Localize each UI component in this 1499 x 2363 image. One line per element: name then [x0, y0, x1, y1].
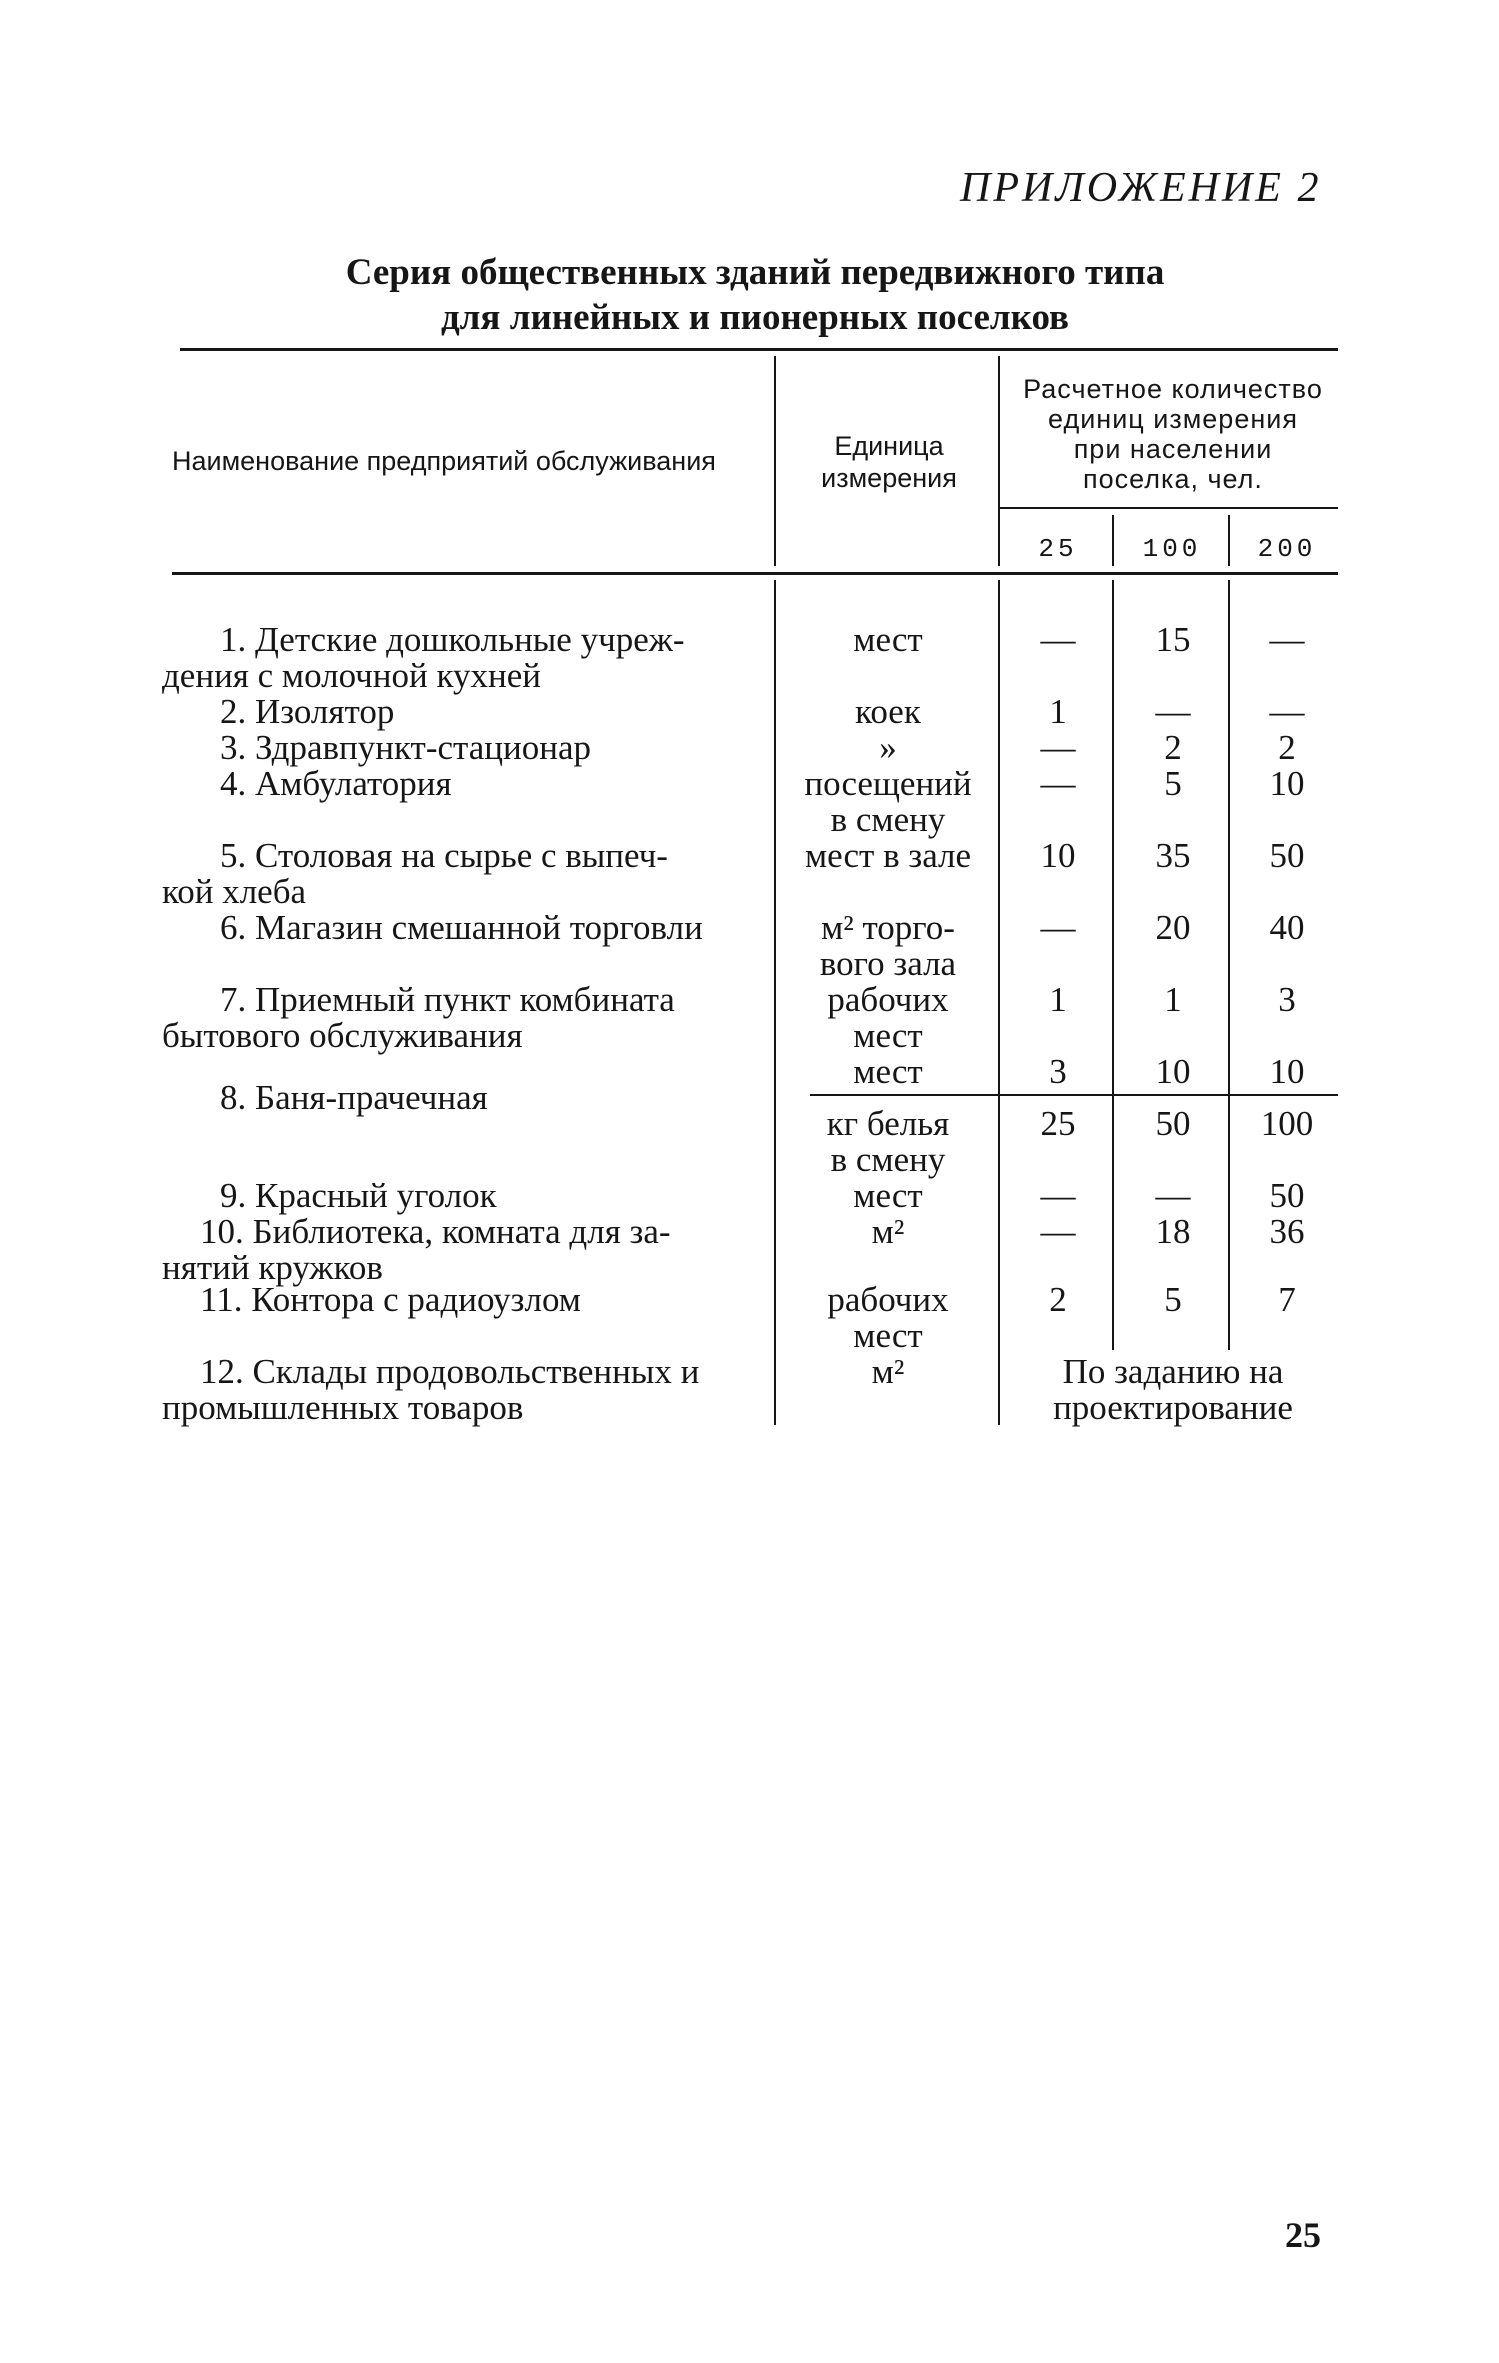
row-unit: мест в зале — [804, 836, 972, 875]
table-row — [0, 1352, 1499, 1427]
unit-line: м² торго- — [821, 908, 955, 947]
row-value-25: 10 — [1040, 836, 1076, 875]
page-number: 25 — [1285, 2215, 1321, 2255]
name-line: 6. Магазин смешанной торговли — [220, 908, 703, 947]
name-line: кой хлеба — [162, 872, 307, 911]
name-line: 2. Изолятор — [220, 692, 395, 731]
header-bottom-rule — [172, 572, 1338, 575]
row-value-200: 10 — [1269, 1052, 1305, 1091]
row-value-25: 3 — [1049, 1052, 1067, 1091]
row-service-name — [162, 1214, 754, 1286]
unit-line: вого зала — [819, 944, 957, 983]
header-service-name: Наименование предприятий обслуживания — [172, 446, 716, 476]
row-value-100: 1 — [1164, 980, 1182, 1019]
header-population-200: 200 — [1257, 534, 1317, 564]
row-value-100: 35 — [1155, 836, 1191, 875]
row-value-100: 2 — [1164, 728, 1182, 767]
header-count-line-1: Расчетное количество — [1023, 374, 1323, 404]
row-value-100: 5 — [1164, 1280, 1182, 1319]
unit-line: мест — [853, 1316, 923, 1355]
row-service-name — [162, 1354, 754, 1426]
row-unit: мест — [853, 1052, 923, 1091]
row-service-name — [162, 982, 754, 1054]
row-unit: мест — [853, 620, 923, 659]
title-line-1: Серия общественных зданий передвижного типа — [345, 252, 1165, 293]
name-line: 7. Приемный пункт комбината — [220, 980, 675, 1019]
bath-split-rule — [810, 1094, 1338, 1096]
title-line-2: для линейных и пионерных поселков — [440, 297, 1070, 338]
row-unit — [770, 910, 1006, 982]
header-count-line-2: единиц измерения — [1048, 404, 1298, 434]
row-value-100: 50 — [1155, 1104, 1191, 1143]
header-count-line-3: при населении — [1073, 434, 1273, 464]
unit-line: в смену — [830, 800, 946, 839]
row-value-100: — — [1155, 692, 1191, 731]
row-unit: » — [879, 728, 897, 767]
merged-line: По заданию на — [1062, 1352, 1284, 1391]
table-row — [0, 1104, 1499, 1179]
row-unit: м² — [871, 1352, 905, 1391]
row-unit: м² — [871, 1212, 905, 1251]
unit-line: рабочих — [827, 980, 949, 1019]
name-line: бытового обслуживания — [162, 1016, 523, 1055]
table-row — [0, 620, 1499, 695]
row-value-100: 18 — [1155, 1212, 1191, 1251]
row-service-name — [162, 730, 754, 766]
document-title — [180, 250, 1330, 340]
row-service-name — [162, 694, 754, 730]
name-line: промышленных товаров — [162, 1388, 524, 1427]
name-line: 1. Детские дошкольные учреж- — [220, 620, 685, 659]
table-row — [0, 692, 1499, 731]
table-top-rule — [180, 348, 1338, 351]
appendix-label: ПРИЛОЖЕНИЕ 2 — [960, 165, 1322, 211]
row-service-name — [162, 1282, 754, 1318]
row-value-25: — — [1040, 764, 1076, 803]
row-value-25: 2 — [1049, 1280, 1067, 1319]
unit-line: посещений — [804, 764, 972, 803]
name-line: 11. Контора с радиоузлом — [200, 1280, 581, 1319]
row-value-100: 10 — [1155, 1052, 1191, 1091]
row-value-25: 1 — [1049, 980, 1067, 1019]
row-merged-value — [1003, 1354, 1343, 1426]
row-unit — [770, 982, 1006, 1054]
row-unit: коек — [855, 692, 921, 731]
body-divider-200 — [1228, 580, 1230, 1350]
table-row — [0, 908, 1499, 983]
table-row — [0, 1176, 1499, 1215]
row-service-name — [162, 622, 754, 694]
row-service-name — [162, 1178, 754, 1214]
row-value-200: 36 — [1269, 1212, 1305, 1251]
name-line: 3. Здравпункт-стационар — [220, 728, 592, 767]
header-population-100: 100 — [1142, 534, 1202, 564]
table-row — [0, 1212, 1499, 1287]
row-value-25: 1 — [1049, 692, 1067, 731]
name-line: 5. Столовая на сырье с выпеч- — [220, 836, 668, 875]
row-unit: мест — [853, 1176, 923, 1215]
unit-line: рабочих — [827, 1280, 949, 1319]
unit-line: мест — [853, 1016, 923, 1055]
table-row — [0, 728, 1499, 767]
table-row — [0, 1052, 1499, 1117]
row-value-100: 15 — [1155, 620, 1191, 659]
row-value-25: — — [1040, 728, 1076, 767]
header-unit — [778, 430, 1000, 494]
merged-line: проектирование — [1053, 1388, 1293, 1427]
header-calculated-count — [1008, 374, 1338, 494]
header-count-line-4: поселка, чел. — [1083, 464, 1263, 494]
row-value-200: — — [1269, 692, 1305, 731]
table-row — [0, 764, 1499, 839]
row-value-200: 50 — [1269, 836, 1305, 875]
row-value-200: 3 — [1278, 980, 1296, 1019]
count-subheader-rule — [1000, 507, 1338, 509]
row-service-name — [162, 910, 754, 946]
table-row — [0, 1280, 1499, 1355]
row-unit — [770, 1106, 1006, 1178]
row-value-200: 2 — [1278, 728, 1296, 767]
row-value-25: — — [1040, 1176, 1076, 1215]
header-unit-line-1: Единица — [834, 431, 944, 461]
table-row — [0, 980, 1499, 1055]
row-unit — [770, 1282, 1006, 1354]
unit-line: в смену — [830, 1140, 946, 1179]
row-value-100: 5 — [1164, 764, 1182, 803]
row-value-25: — — [1040, 908, 1076, 947]
row-value-200: 100 — [1260, 1104, 1314, 1143]
name-line: 12. Склады продовольственных и — [200, 1352, 700, 1391]
row-service-name — [162, 766, 754, 802]
row-value-200: 7 — [1278, 1280, 1296, 1319]
name-line: 9. Красный уголок — [220, 1176, 497, 1215]
pop-divider-200 — [1228, 515, 1230, 566]
row-value-25: — — [1040, 1212, 1076, 1251]
row-value-200: 50 — [1269, 1176, 1305, 1215]
header-unit-line-2: измерения — [821, 463, 957, 493]
row-value-200: 40 — [1269, 908, 1305, 947]
unit-column-divider — [774, 356, 776, 566]
name-line: 8. Баня-прачечная — [220, 1078, 488, 1117]
unit-line: кг белья — [826, 1104, 950, 1143]
table-row — [0, 836, 1499, 911]
row-value-25: 25 — [1040, 1104, 1076, 1143]
row-value-100: — — [1155, 1176, 1191, 1215]
row-service-name — [162, 1080, 754, 1116]
row-unit — [770, 766, 1006, 838]
header-population-25: 25 — [1038, 534, 1078, 564]
row-service-name — [162, 838, 754, 910]
row-value-100: 20 — [1155, 908, 1191, 947]
row-value-200: 10 — [1269, 764, 1305, 803]
name-line: дения с молочной кухней — [162, 656, 542, 695]
name-line: 10. Библиотека, комната для за- — [200, 1212, 671, 1251]
row-value-200: — — [1269, 620, 1305, 659]
row-value-25: — — [1040, 620, 1076, 659]
name-line: 4. Амбулатория — [220, 764, 452, 803]
name-line: нятий кружков — [162, 1248, 383, 1287]
